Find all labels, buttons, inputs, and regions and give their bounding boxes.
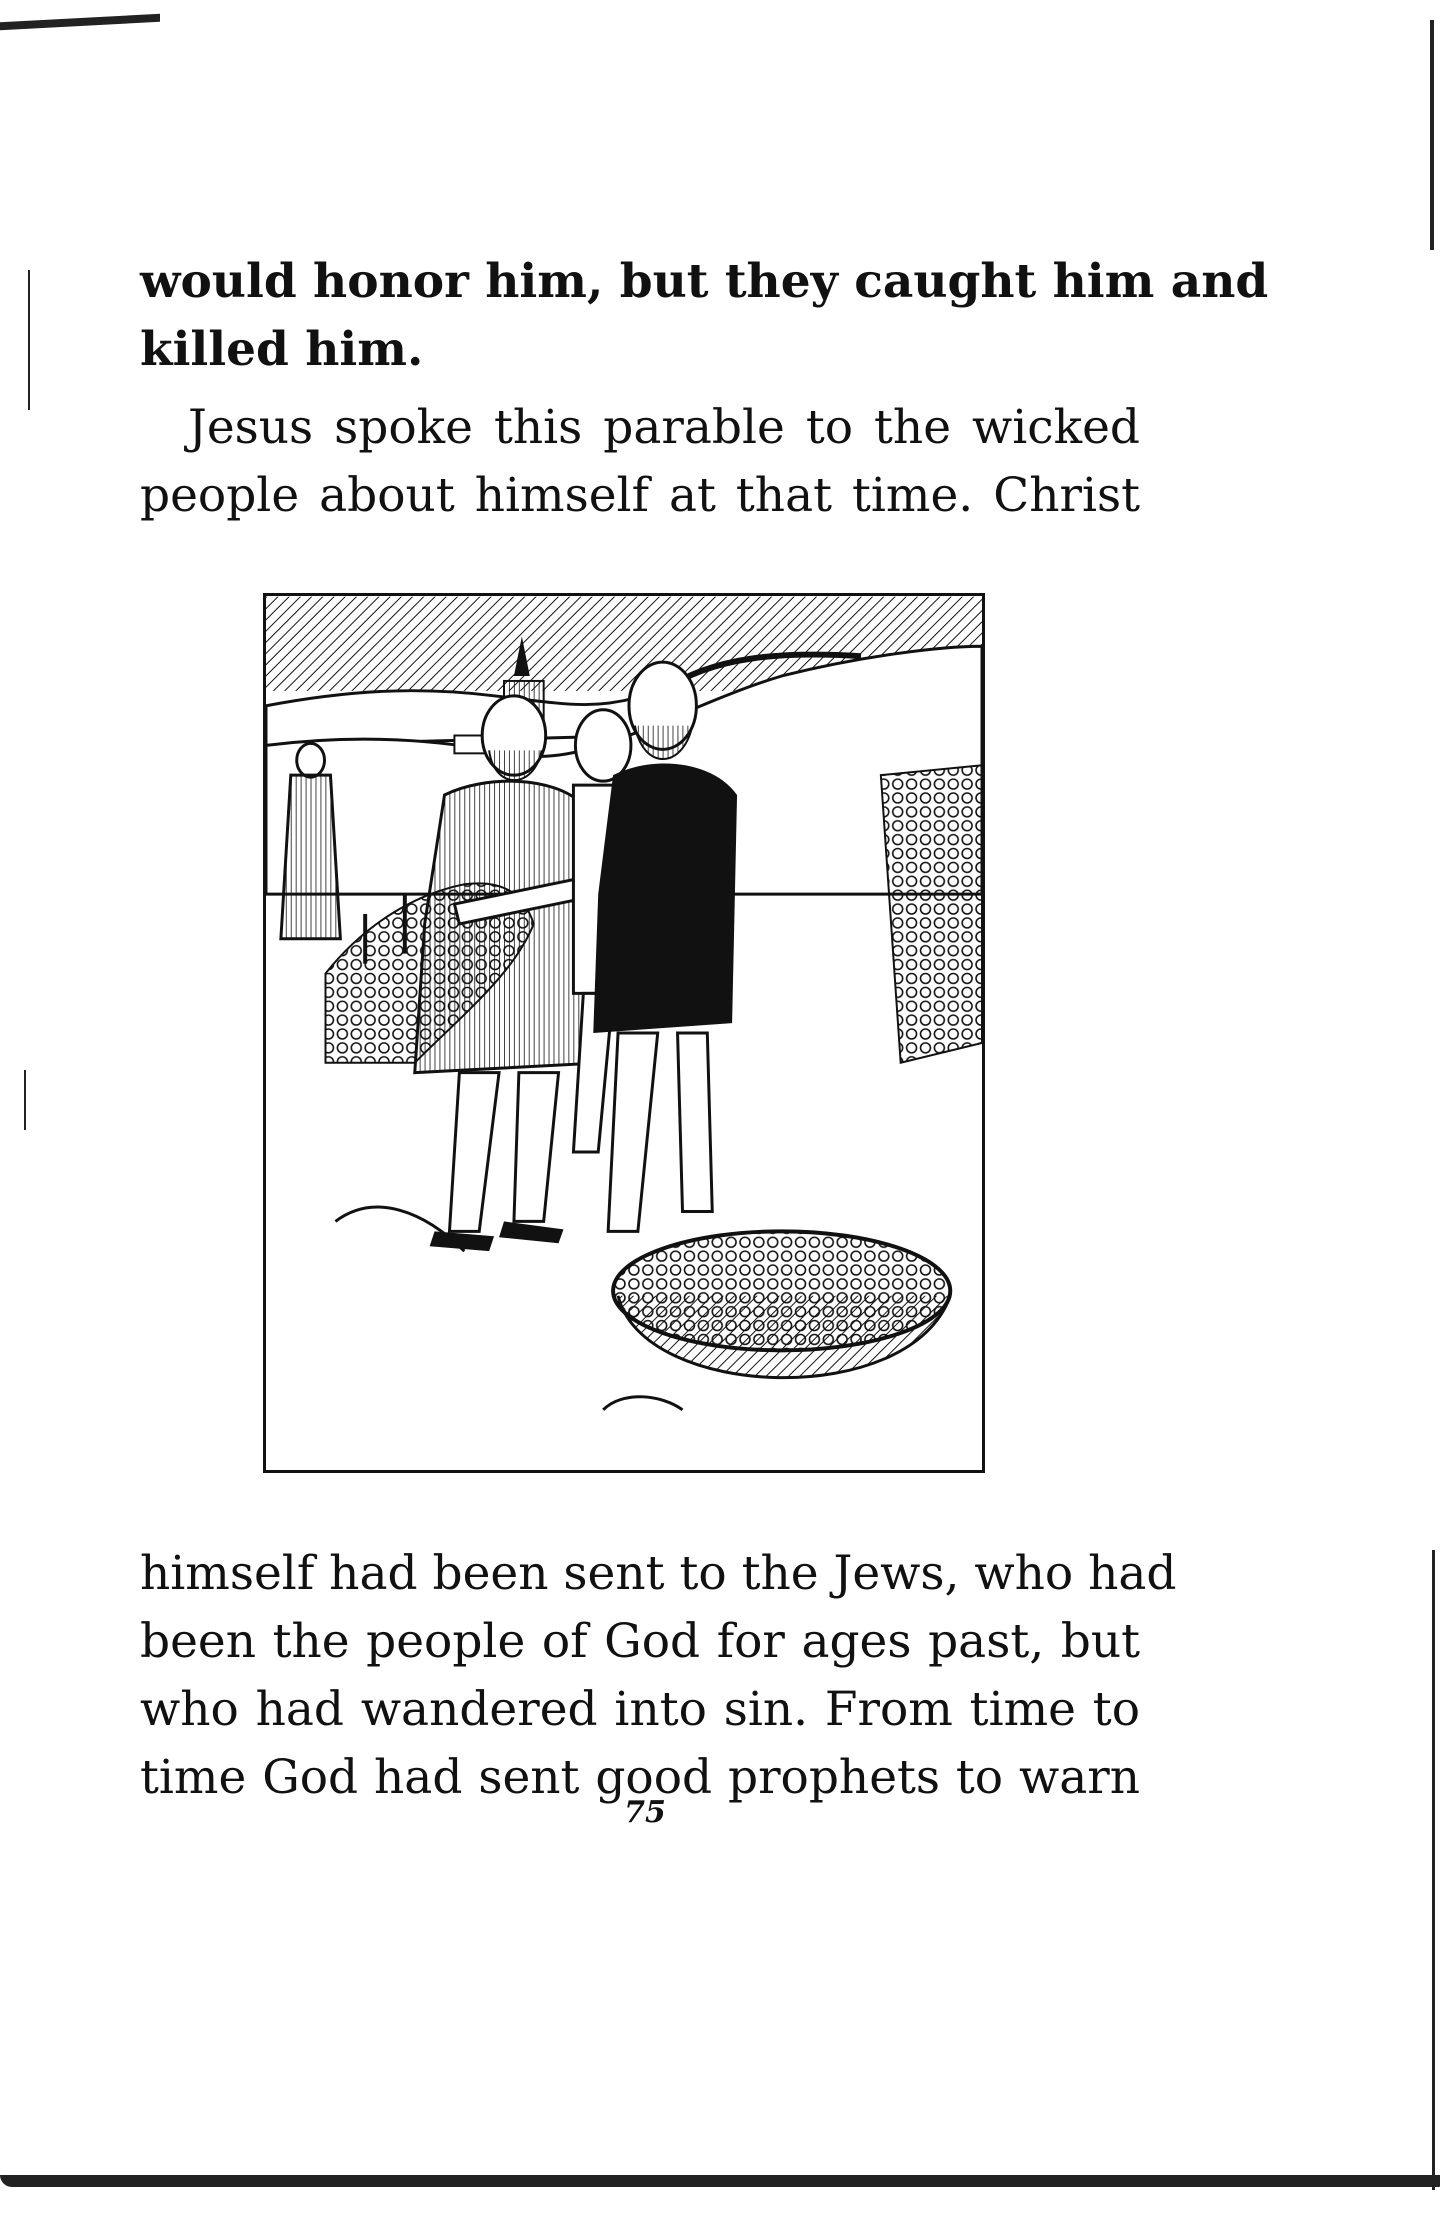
paragraph-3-line-3: who had wandered into sin. From time to xyxy=(140,1682,1140,1737)
paragraph-2-line-2: people about himself at that time. Christ xyxy=(140,468,1140,523)
scan-mark-left-edge-lower xyxy=(24,1070,26,1130)
paragraph-1-line-2: killed him. xyxy=(140,322,424,377)
illustration-svg xyxy=(266,596,982,1470)
paragraph-2 xyxy=(140,394,1140,530)
paragraph-3-line-1: himself had been sent to the Jews, who had xyxy=(140,1546,1177,1601)
paragraph-2-line-1: Jesus spoke this parable to the wicked xyxy=(188,400,1140,455)
scan-mark-right-edge xyxy=(1430,20,1434,250)
page-number: 75 xyxy=(624,1795,666,1830)
scan-mark-right-edge-lower xyxy=(1432,1550,1435,2190)
paragraph-3-line-2: been the people of God for ages past, but xyxy=(140,1614,1140,1669)
paragraph-3-line-4: time God had sent good prophets to warn xyxy=(140,1750,1140,1805)
paragraph-3 xyxy=(140,1540,1177,1812)
vineyard-husbandmen-illustration-icon xyxy=(263,593,985,1473)
scan-mark-left-edge xyxy=(28,270,30,410)
paragraph-1 xyxy=(140,248,1269,384)
scan-mark-top-left xyxy=(0,14,160,30)
scan-mark-bottom xyxy=(0,2175,1440,2187)
paragraph-1-line-1: would honor him, but they caught him and xyxy=(140,254,1269,309)
